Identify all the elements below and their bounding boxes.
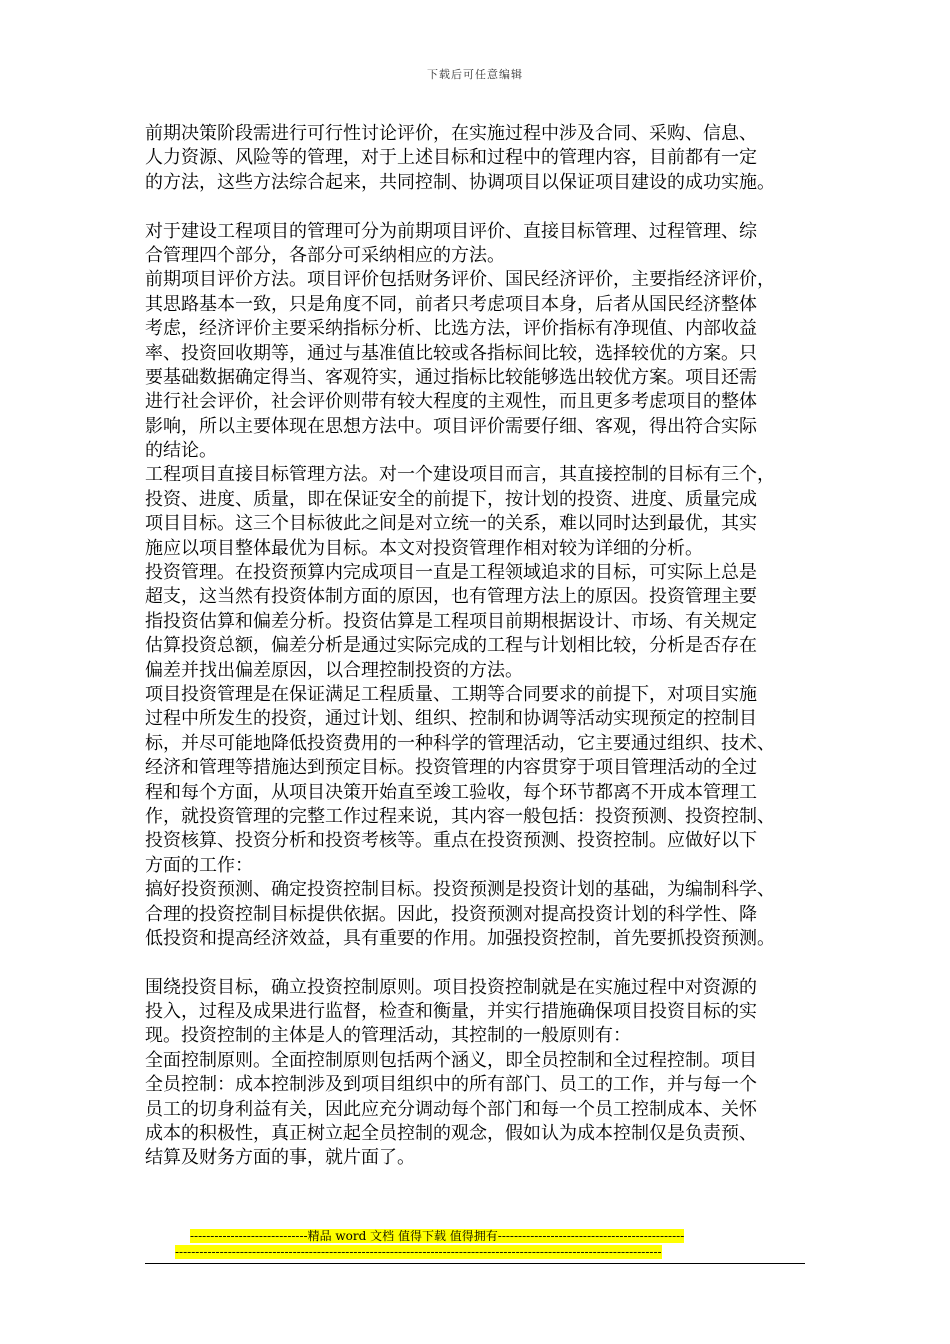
text-line: 搞好投资预测、确定投资控制目标。投资预测是投资计划的基础，为编制科学、 [145,879,775,901]
text-line: 过程中所发生的投资，通过计划、组织、控制和协调等活动实现预定的控制目 [145,708,757,730]
text-line: 低投资和提高经济效益，具有重要的作用。加强投资控制，首先要抓投资预测。 [145,927,775,949]
text-line: 项目投资管理是在保证满足工程质量、工期等合同要求的前提下，对项目实施 [145,683,757,705]
paragraph-gap [145,195,825,219]
text-line: 考虑，经济评价主要采纳指标分析、比选方法，评价指标有净现值、内部收益 [145,318,757,340]
text-line: 程和每个方面，从项目决策开始直至竣工验收，每个环节都离不开成本管理工 [145,781,757,803]
text-line: 围绕投资目标，确立投资控制原则。项目投资控制就是在实施过程中对资源的 [145,976,757,998]
text-line: 项目目标。这三个目标彼此之间是对立统一的关系，难以同时达到最优，其实 [145,513,757,535]
text-line: 合理的投资控制目标提供依据。因此，投资预测对提高投资计划的科学性、降 [145,903,757,925]
text-line: 影响，所以主要体现在思想方法中。项目评价需要仔细、客观，得出符合实际 [145,415,757,437]
text-line: 要基础数据确定得当、客观符实，通过指标比较能够选出较优方案。项目还需 [145,366,757,388]
text-line: 投资管理。在投资预算内完成项目一直是工程领域追求的目标，可实际上总是 [145,562,757,584]
document-body [145,122,825,1171]
text-line: 进行社会评价，社会评价则带有较大程度的主观性，而且更多考虑项目的整体 [145,391,757,413]
text-line: 合管理四个部分，各部分可采纳相应的方法。 [145,244,505,266]
text-line: 经济和管理等措施达到预定目标。投资管理的内容贯穿于项目管理活动的全过 [145,757,757,779]
text-line: 人力资源、风险等的管理，对于上述目标和过程中的管理内容，目前都有一定 [145,147,757,169]
footer-dash-line: ------------------------------------------------------------------------------------------------------------------------ [175,1245,662,1259]
text-line: 的方法，这些方法综合起来，共同控制、协调项目以保证项目建设的成功实施。 [145,171,775,193]
text-line: 作，就投资管理的完整工作过程来说，其内容一般包括：投资预测、投资控制、 [145,805,775,827]
text-line: 投资、进度、质量，即在保证安全的前提下，按计划的投资、进度、质量完成 [145,488,757,510]
text-line: 前期决策阶段需进行可行性讨论评价，在实施过程中涉及合同、采购、信息、 [145,123,757,144]
text-line: 现。投资控制的主体是人的管理活动，其控制的一般原则有： [145,1025,631,1047]
text-line: 偏差并找出偏差原因，以合理控制投资的方法。 [145,659,523,681]
footer-rule [145,1263,805,1264]
text-line: 成本的积极性，真正树立起全员控制的观念，假如认为成本控制仅是负责预、 [145,1123,757,1145]
text-line: 全员控制：成本控制涉及到项目组织中的所有部门、员工的工作，并与每一个 [145,1074,757,1096]
text-line: 估算投资总额，偏差分析是通过实际完成的工程与计划相比较，分析是否存在 [145,635,757,657]
paragraph-gap [145,951,825,975]
text-line: 率、投资回收期等，通过与基准值比较或各指标间比较，选择较优的方案。只 [145,342,757,364]
text-line: 施应以项目整体最优为目标。本文对投资管理作相对较为详细的分析。 [145,537,703,559]
text-line: 的结论。 [145,440,217,462]
text-line: 方面的工作： [145,854,253,876]
text-line: 其思路基本一致，只是角度不同，前者只考虑项目本身，后者从国民经济整体 [145,293,757,315]
text-line: 标，并尽可能地降低投资费用的一种科学的管理活动，它主要通过组织、技术、 [145,732,775,754]
text-line: 员工的切身利益有关，因此应充分调动每个部门和每一个员工控制成本、关怀 [145,1098,757,1120]
text-line: 投入，过程及成果进行监督，检查和衡量，并实行措施确保项目投资目标的实 [145,1001,757,1023]
text-line: 结算及财务方面的事，就片面了。 [145,1147,415,1169]
text-line: 前期项目评价方法。项目评价包括财务评价、国民经济评价，主要指经济评价， [145,269,775,291]
text-line: 投资核算、投资分析和投资考核等。重点在投资预测、投资控制。应做好以下 [145,830,757,852]
footer-promo-line: -----------------------------精品 word 文档 值得下载 值得拥有---------------------------------------------- [190,1229,685,1243]
text-line: 对于建设工程项目的管理可分为前期项目评价、直接目标管理、过程管理、综 [145,220,757,242]
text-line: 工程项目直接目标管理方法。对一个建设项目而言，其直接控制的目标有三个， [145,464,775,486]
text-line: 指投资估算和偏差分析。投资估算是工程项目前期根据设计、市场、有关规定 [145,610,757,632]
text-line: 全面控制原则。全面控制原则包括两个涵义，即全员控制和全过程控制。项目 [145,1049,757,1071]
text-line: 超支，这当然有投资体制方面的原因，也有管理方法上的原因。投资管理主要 [145,586,757,608]
header-note: 下载后可任意编辑 [427,68,523,81]
